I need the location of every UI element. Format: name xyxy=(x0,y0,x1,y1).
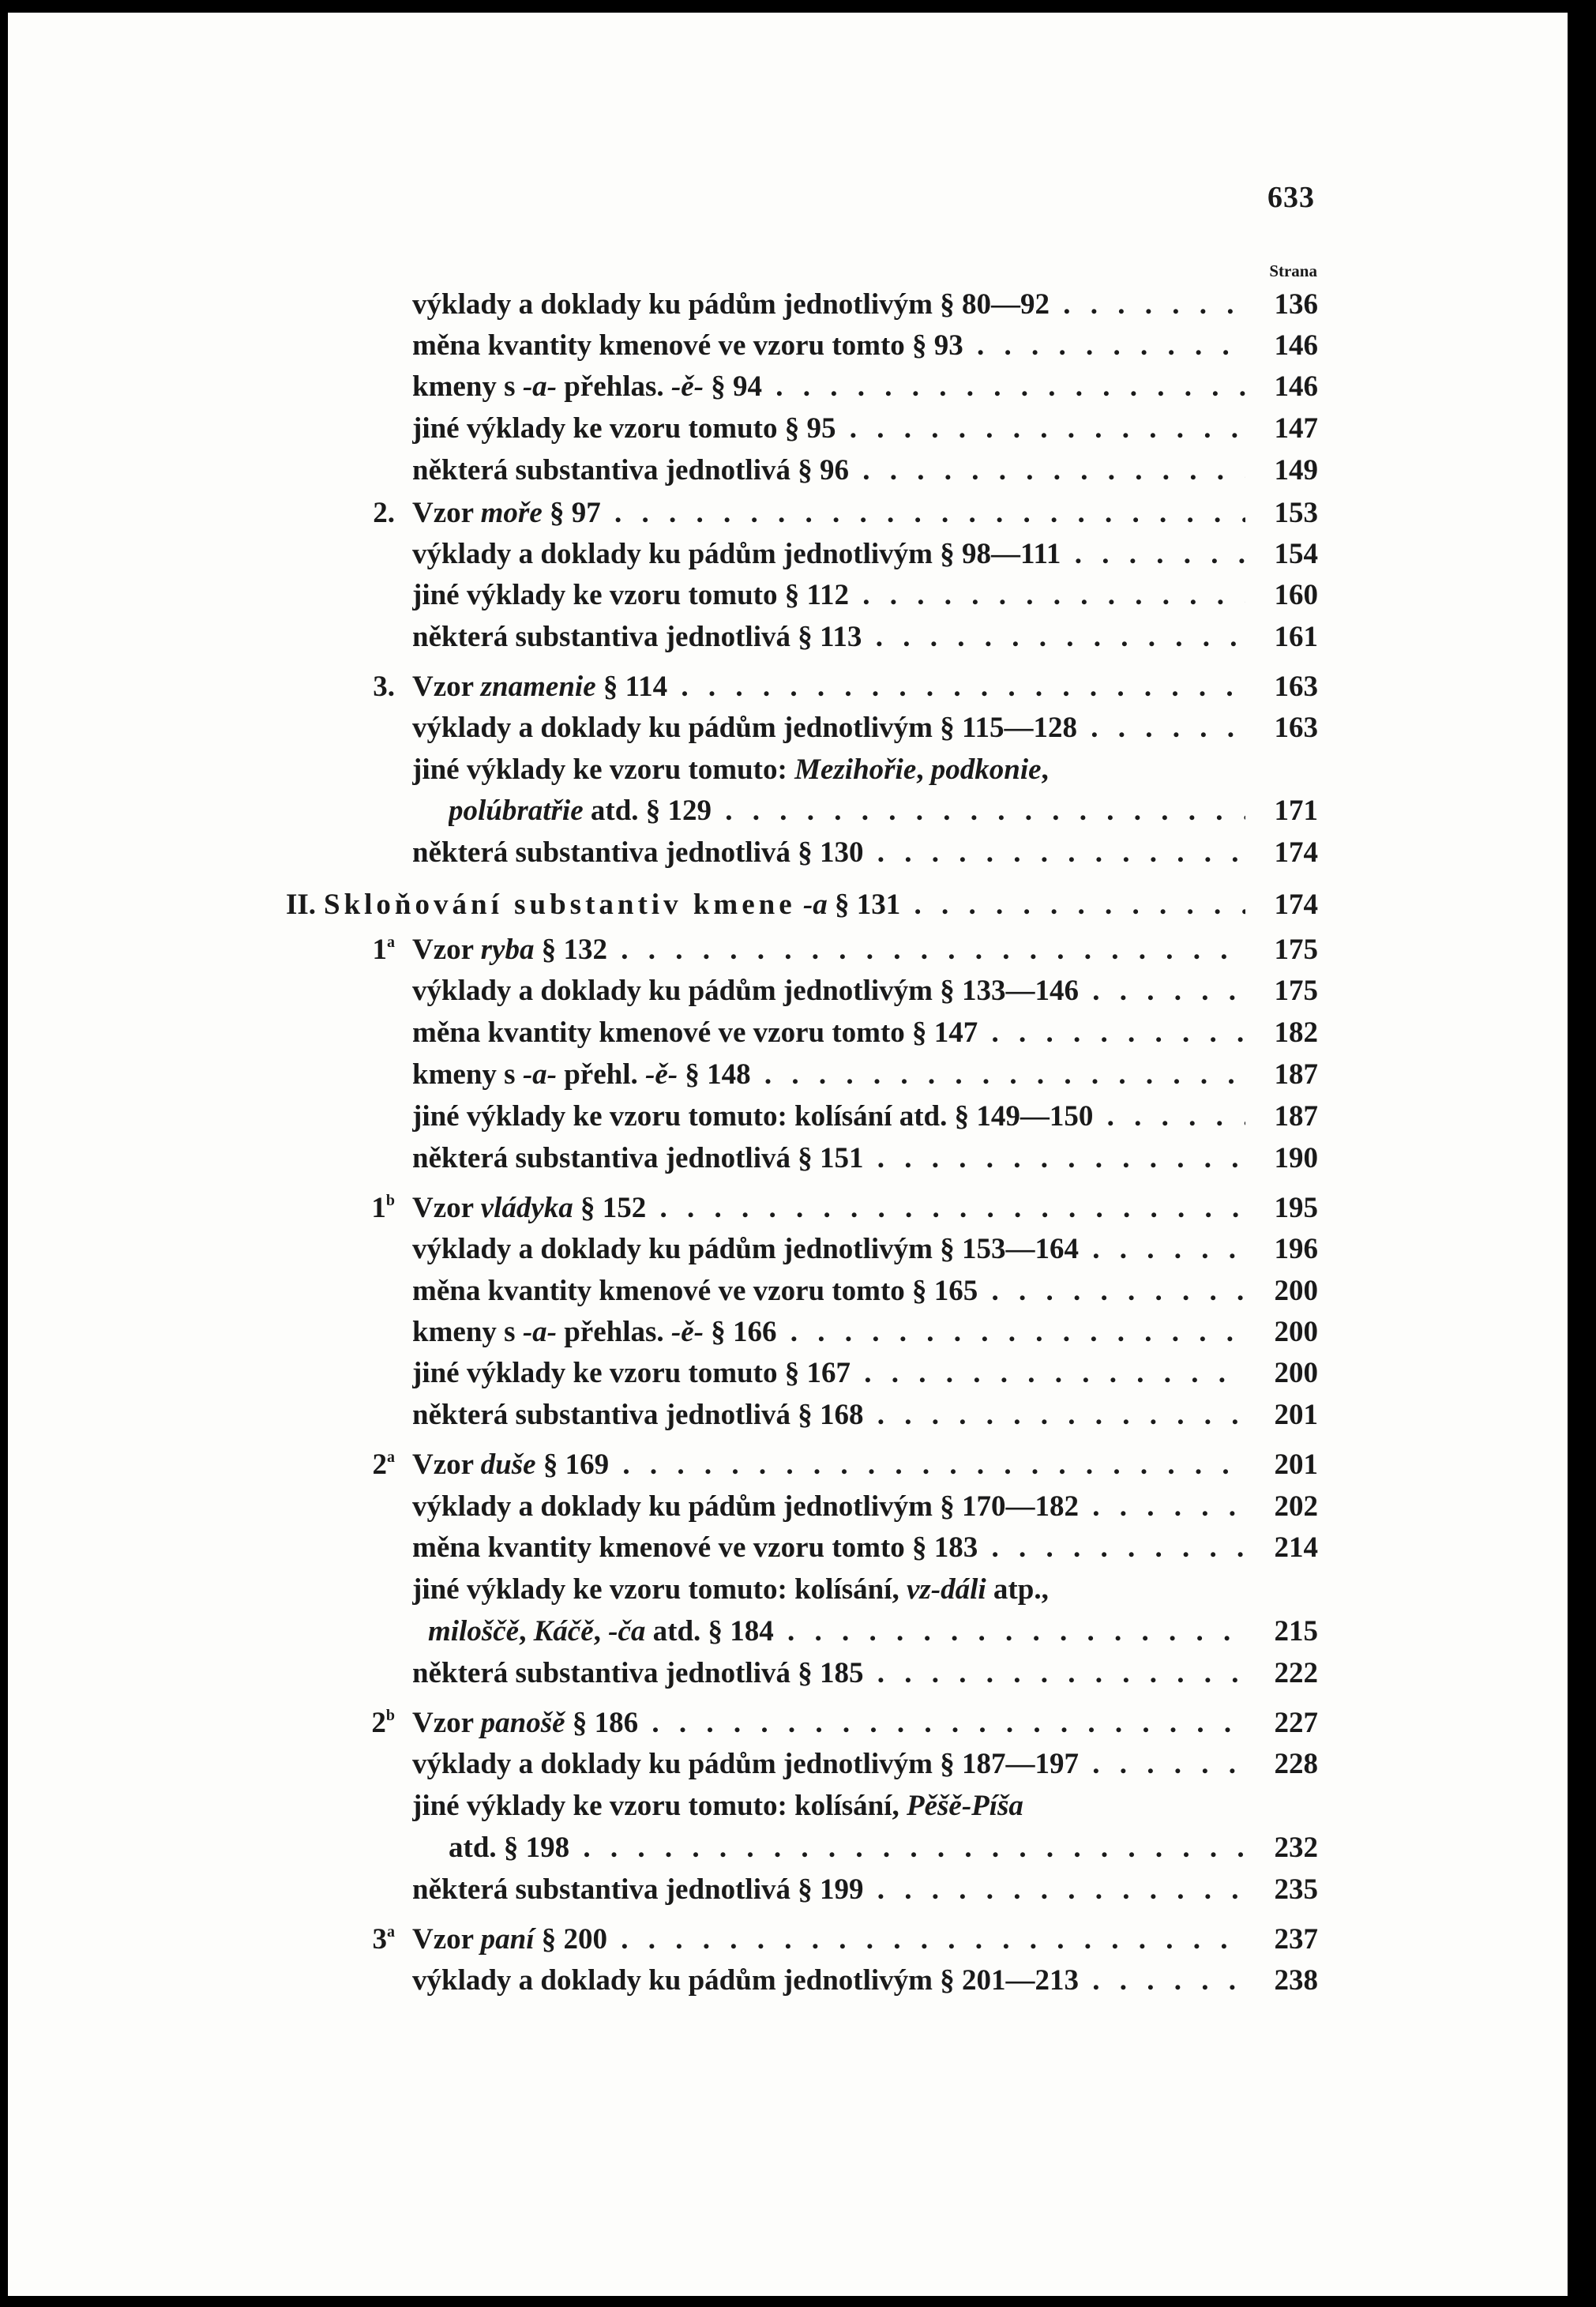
toc-entry-number: 3$^a$ xyxy=(372,1922,395,1956)
toc-entry-number: 1$^b$ xyxy=(371,1191,395,1224)
toc-entry-page: 215 xyxy=(1245,1614,1318,1649)
toc-entry-page: 153 xyxy=(1245,496,1318,531)
toc-entry-title: jiné výklady ke vzoru tomuto § 167 . . . xyxy=(412,1356,1245,1391)
table-of-contents xyxy=(8,13,1568,2296)
toc-entry-number: 2. xyxy=(373,497,395,529)
toc-entry-page: 235 xyxy=(1245,1873,1318,1907)
toc-entry-title: některá substantiva jednotlivá § 168 . . . xyxy=(412,1398,1245,1433)
toc-entry-title: některá substantiva jednotlivá § 185 . . . xyxy=(412,1656,1245,1691)
toc-entry-title: výklady a doklady ku pádům jednotlivým § 98—111 . . . xyxy=(412,537,1245,572)
toc-entry-page: 154 xyxy=(1245,537,1318,572)
toc-entry-title: výklady a doklady ku pádům jednotlivým § 80—92 . . . xyxy=(412,287,1245,322)
toc-entry-title: Vzor znamenie § 114 . . . xyxy=(412,670,1245,704)
toc-entry-page: 161 xyxy=(1245,620,1318,655)
book-page xyxy=(8,13,1568,2296)
toc-entry-title: výklady a doklady ku pádům jednotlivým § 115—128 . . . xyxy=(412,711,1245,746)
toc-entry-title: měna kvantity kmenové ve vzoru tomto § 147 . . . xyxy=(412,1016,1245,1050)
toc-entry-page: 136 xyxy=(1245,287,1318,322)
toc-entry-page: 175 xyxy=(1245,974,1318,1009)
toc-entry-page: 187 xyxy=(1245,1058,1318,1092)
toc-entry-page: 232 xyxy=(1245,1831,1318,1866)
toc-entry-title: Skloňování substantiv kmene -a § 131 . . . xyxy=(324,888,1245,922)
toc-entry-page: 238 xyxy=(1245,1963,1318,1998)
toc-entry-title: atd. § 198 . . . xyxy=(449,1831,1245,1866)
toc-entry-title: Vzor duše § 169 . . . xyxy=(412,1448,1245,1482)
toc-entry-title: jiné výklady ke vzoru tomuto: kolísání, Pěšě-Píša xyxy=(412,1790,1023,1822)
toc-entry-title: jiné výklady ke vzoru tomuto § 112 . . . xyxy=(412,578,1245,613)
toc-entry-title: polúbratřie atd. § 129 . . . xyxy=(449,794,1245,828)
toc-entry-page: 163 xyxy=(1245,711,1318,746)
toc-entry-title: jiné výklady ke vzoru tomuto: kolísání, vz-dáli atp., xyxy=(412,1573,1049,1606)
toc-entry-page: 149 xyxy=(1245,453,1318,488)
toc-entry-title: výklady a doklady ku pádům jednotlivým § 187—197 . . . xyxy=(412,1747,1245,1782)
toc-entry-page: 228 xyxy=(1245,1747,1318,1782)
toc-entry-page: 202 xyxy=(1245,1490,1318,1524)
toc-entry-title: jiné výklady ke vzoru tomuto: Mezihořie, podkonie, xyxy=(412,753,1049,786)
toc-entry-title: některá substantiva jednotlivá § 199 . . . xyxy=(412,1873,1245,1907)
toc-entry-page: 200 xyxy=(1245,1356,1318,1391)
toc-entry-title: Vzor vládyka § 152 . . . xyxy=(412,1191,1245,1226)
toc-entry-page: 182 xyxy=(1245,1016,1318,1050)
toc-entry-number: 3. xyxy=(373,671,395,703)
toc-entry-title: jiné výklady ke vzoru tomuto § 95 . . . xyxy=(412,411,1245,446)
toc-entry-page: 200 xyxy=(1245,1274,1318,1309)
toc-entry-page: 190 xyxy=(1245,1141,1318,1176)
toc-entry-title: miloščě, Káčě, -ča atd. § 184 . . . xyxy=(428,1614,1245,1649)
page-column-header: Strana xyxy=(1269,261,1317,280)
toc-entry-page: 196 xyxy=(1245,1232,1318,1267)
page-number: 633 xyxy=(1267,181,1315,214)
toc-entry-page: 175 xyxy=(1245,933,1318,968)
toc-entry-page: 146 xyxy=(1245,329,1318,363)
toc-entry-title: měna kvantity kmenové ve vzoru tomto § 183 . . . xyxy=(412,1531,1245,1565)
toc-entry-page: 222 xyxy=(1245,1656,1318,1691)
toc-entry-title: některá substantiva jednotlivá § 96 . . . xyxy=(412,453,1245,488)
toc-entry-number: II. xyxy=(285,889,316,921)
toc-entry-page: 237 xyxy=(1245,1922,1318,1957)
toc-entry-page: 163 xyxy=(1245,670,1318,704)
toc-entry-title: kmeny s -a- přehl. -ě- § 148 . . . xyxy=(412,1058,1245,1092)
toc-entry-title: měna kvantity kmenové ve vzoru tomto § 93 . . . xyxy=(412,329,1245,363)
toc-entry-page: 187 xyxy=(1245,1099,1318,1134)
toc-entry-title: výklady a doklady ku pádům jednotlivým § 153—164 . . . xyxy=(412,1232,1245,1267)
toc-entry-title: některá substantiva jednotlivá § 113 . . . xyxy=(412,620,1245,655)
toc-entry-page: 160 xyxy=(1245,578,1318,613)
toc-entry-page: 214 xyxy=(1245,1531,1318,1565)
toc-entry-page: 171 xyxy=(1245,794,1318,828)
toc-entry-page: 201 xyxy=(1245,1398,1318,1433)
toc-entry-title: měna kvantity kmenové ve vzoru tomto § 165 . . . xyxy=(412,1274,1245,1309)
toc-entry-page: 195 xyxy=(1245,1191,1318,1226)
toc-entry-title: Vzor ryba § 132 . . . xyxy=(412,933,1245,968)
toc-entry-title: některá substantiva jednotlivá § 130 . . . xyxy=(412,836,1245,870)
toc-entry-title: kmeny s -a- přehlas. -ě- § 94 . . . xyxy=(412,370,1245,404)
toc-entry-title: některá substantiva jednotlivá § 151 . . . xyxy=(412,1141,1245,1176)
toc-entry-title: Vzor paní § 200 . . . xyxy=(412,1922,1245,1957)
toc-entry-title: kmeny s -a- přehlas. -ě- § 166 . . . xyxy=(412,1315,1245,1350)
toc-entry-title: Vzor moře § 97 . . . xyxy=(412,496,1245,531)
toc-entry-page: 200 xyxy=(1245,1315,1318,1350)
toc-entry-page: 174 xyxy=(1245,888,1318,922)
toc-entry-page: 227 xyxy=(1245,1706,1318,1741)
toc-entry-title: výklady a doklady ku pádům jednotlivým § 201—213 . . . xyxy=(412,1963,1245,1998)
toc-entry-number: 1$^a$ xyxy=(372,933,395,966)
toc-entry-number: 2$^b$ xyxy=(371,1706,395,1739)
toc-entry-title: výklady a doklady ku pádům jednotlivým § 170—182 . . . xyxy=(412,1490,1245,1524)
toc-entry-number: 2$^a$ xyxy=(372,1448,395,1481)
toc-entry-title: jiné výklady ke vzoru tomuto: kolísání atd. § 149—150 . . . xyxy=(412,1099,1245,1134)
toc-entry-page: 147 xyxy=(1245,411,1318,446)
toc-entry-title: výklady a doklady ku pádům jednotlivým § 133—146 . . . xyxy=(412,974,1245,1009)
toc-entry-page: 201 xyxy=(1245,1448,1318,1482)
toc-entry-page: 174 xyxy=(1245,836,1318,870)
toc-entry-title: Vzor panošě § 186 . . . xyxy=(412,1706,1245,1741)
toc-entry-page: 146 xyxy=(1245,370,1318,404)
